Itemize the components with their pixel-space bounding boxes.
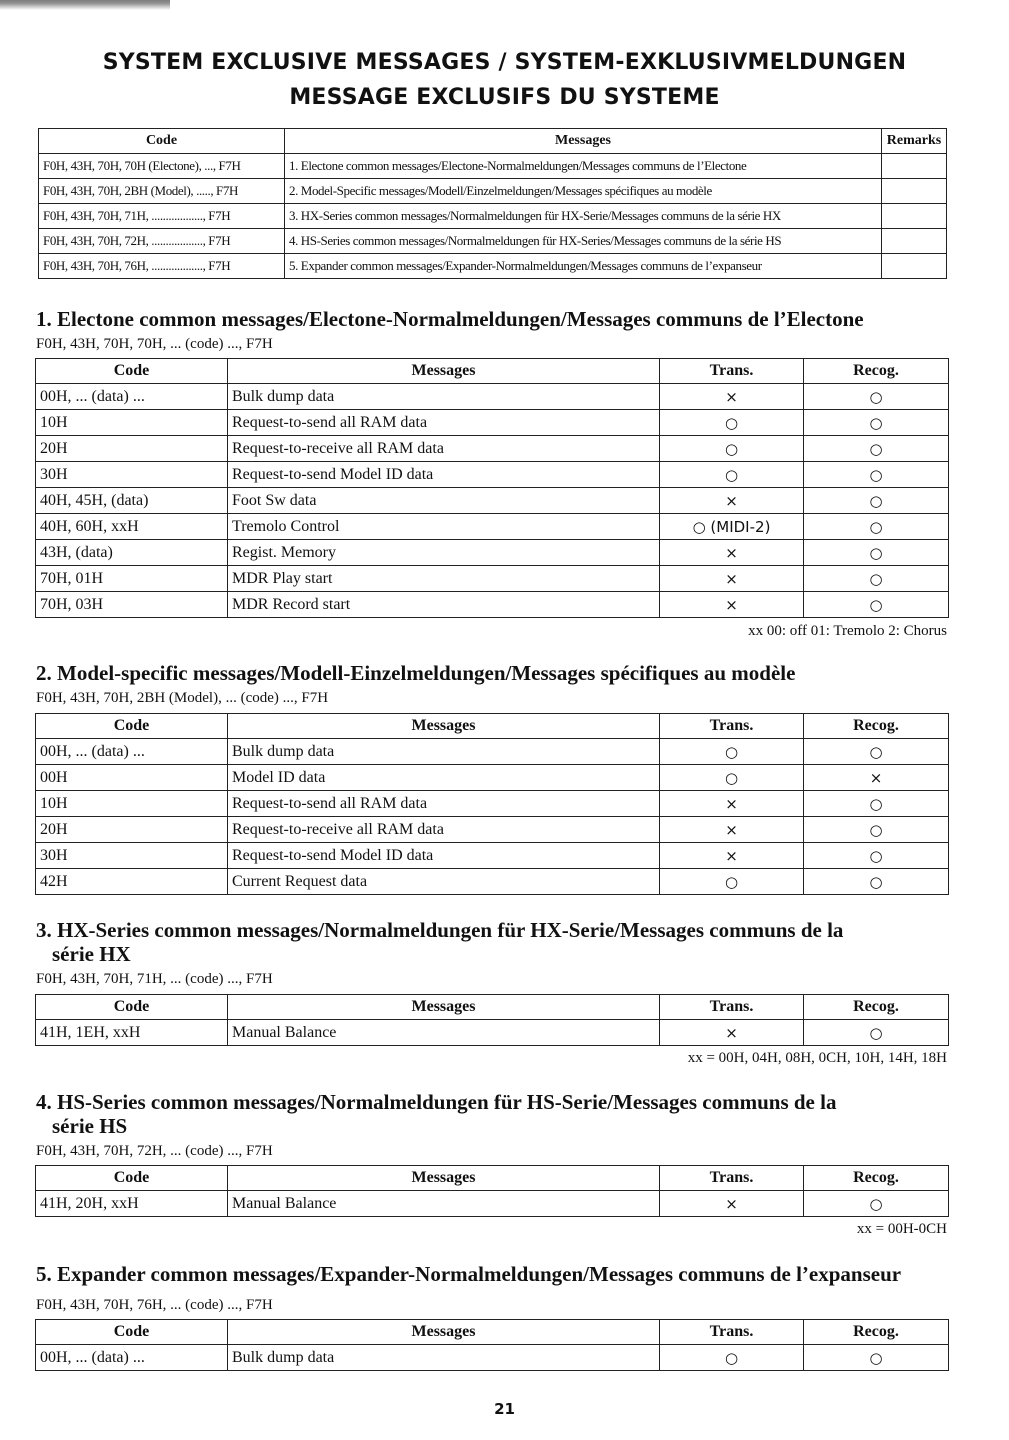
header-code: Code	[36, 995, 228, 1020]
trans-cell: ×	[660, 566, 804, 592]
trans-cell: ×	[660, 1020, 804, 1046]
header-recog: Recog.	[804, 1166, 949, 1191]
summary-header-code: Code	[39, 129, 285, 154]
recog-cell: ○	[804, 1191, 949, 1217]
summary-message: 4. HS-Series common messages/Normalmeldungen für HX-Series/Messages communs de la série HS	[285, 229, 882, 254]
table-row	[36, 1191, 949, 1217]
table-header-row	[36, 714, 949, 739]
header-code: Code	[36, 359, 228, 384]
trans-cell: ×	[660, 1191, 804, 1217]
section-4-heading-cont: série HS	[52, 1114, 128, 1138]
trans-cell: ○	[660, 739, 804, 765]
table-row	[36, 791, 949, 817]
table-row	[36, 384, 949, 410]
code-cell: 41H, 1EH, xxH	[36, 1020, 228, 1046]
header-messages: Messages	[228, 714, 660, 739]
summary-code: F0H, 43H, 70H, 76H, .................., F7H	[39, 254, 285, 279]
code-cell: 42H	[36, 869, 228, 895]
table-row	[39, 154, 947, 179]
summary-header-remarks: Remarks	[882, 129, 947, 154]
page-title-line-1: SYSTEM EXCLUSIVE MESSAGES / SYSTEM-EXKLUSIVMELDUNGEN	[102, 50, 907, 75]
table-row	[39, 179, 947, 204]
summary-remarks	[882, 229, 947, 254]
recog-cell: ○	[804, 488, 949, 514]
recog-cell: ○	[804, 384, 949, 410]
trans-cell: ○	[660, 462, 804, 488]
section-5-code-format: F0H, 43H, 70H, 76H, ... (code) ..., F7H	[36, 1297, 273, 1313]
recog-cell: ○	[804, 462, 949, 488]
recog-cell: ○	[804, 843, 949, 869]
trans-cell: ○	[660, 1345, 804, 1371]
summary-code: F0H, 43H, 70H, 2BH (Model), ....., F7H	[39, 179, 285, 204]
recog-cell: ○	[804, 540, 949, 566]
section-2-code-format: F0H, 43H, 70H, 2BH (Model), ... (code) ..., F7H	[36, 690, 329, 706]
section-2-table	[35, 713, 949, 895]
table-header-row	[36, 1320, 949, 1345]
header-messages: Messages	[228, 1166, 660, 1191]
message-cell: Regist. Memory	[228, 540, 660, 566]
message-cell: Bulk dump data	[228, 1345, 660, 1371]
recog-cell: ○	[804, 592, 949, 618]
table-row	[36, 488, 949, 514]
recog-cell: ○	[804, 514, 949, 540]
message-cell: Tremolo Control	[228, 514, 660, 540]
table-row	[36, 1345, 949, 1371]
header-code: Code	[36, 714, 228, 739]
section-3-note: xx = 00H, 04H, 08H, 0CH, 10H, 14H, 18H	[687, 1050, 947, 1066]
code-cell: 00H, ... (data) ...	[36, 1345, 228, 1371]
section-5-heading: 5. Expander common messages/Expander-Normalmeldungen/Messages communs de l’expanseur	[36, 1262, 902, 1286]
code-cell: 30H	[36, 462, 228, 488]
recog-cell: ○	[804, 1020, 949, 1046]
table-row	[36, 410, 949, 436]
code-cell: 43H, (data)	[36, 540, 228, 566]
header-recog: Recog.	[804, 714, 949, 739]
summary-code: F0H, 43H, 70H, 70H (Electone), ..., F7H	[39, 154, 285, 179]
message-cell: Manual Balance	[228, 1191, 660, 1217]
code-cell: 40H, 60H, xxH	[36, 514, 228, 540]
header-code: Code	[36, 1166, 228, 1191]
section-4-table	[35, 1165, 949, 1217]
header-messages: Messages	[228, 995, 660, 1020]
page-title-line-2: MESSAGE EXCLUSIFS DU SYSTEME	[289, 85, 720, 110]
summary-header-row	[39, 129, 947, 154]
trans-cell: ○	[660, 410, 804, 436]
message-cell: Current Request data	[228, 869, 660, 895]
section-4-heading: 4. HS-Series common messages/Normalmeldungen für HS-Serie/Messages communs de la	[36, 1090, 837, 1114]
message-cell: Request-to-send all RAM data	[228, 791, 660, 817]
table-row	[36, 869, 949, 895]
header-recog: Recog.	[804, 1320, 949, 1345]
code-cell: 20H	[36, 436, 228, 462]
summary-remarks	[882, 204, 947, 229]
trans-cell: ○	[660, 869, 804, 895]
table-row	[36, 739, 949, 765]
header-recog: Recog.	[804, 995, 949, 1020]
message-cell: MDR Record start	[228, 592, 660, 618]
message-cell: Foot Sw data	[228, 488, 660, 514]
code-cell: 70H, 03H	[36, 592, 228, 618]
header-recog: Recog.	[804, 359, 949, 384]
code-cell: 30H	[36, 843, 228, 869]
summary-code: F0H, 43H, 70H, 72H, .................., F7H	[39, 229, 285, 254]
header-code: Code	[36, 1320, 228, 1345]
recog-cell: ○	[804, 791, 949, 817]
code-cell: 70H, 01H	[36, 566, 228, 592]
table-row	[36, 592, 949, 618]
section-1-note: xx 00: off 01: Tremolo 2: Chorus	[748, 623, 947, 639]
code-cell: 10H	[36, 410, 228, 436]
section-3-heading: 3. HX-Series common messages/Normalmeldungen für HX-Serie/Messages communs de la	[36, 918, 844, 942]
table-header-row	[36, 995, 949, 1020]
message-cell: MDR Play start	[228, 566, 660, 592]
section-4-code-format: F0H, 43H, 70H, 72H, ... (code) ..., F7H	[36, 1143, 273, 1159]
message-cell: Request-to-receive all RAM data	[228, 817, 660, 843]
message-cell: Request-to-send Model ID data	[228, 462, 660, 488]
section-1-code-format: F0H, 43H, 70H, 70H, ... (code) ..., F7H	[36, 336, 273, 352]
message-cell: Model ID data	[228, 765, 660, 791]
trans-cell: ×	[660, 488, 804, 514]
code-cell: 00H, ... (data) ...	[36, 739, 228, 765]
trans-cell: ×	[660, 843, 804, 869]
table-row	[36, 514, 949, 540]
recog-cell: ○	[804, 739, 949, 765]
message-cell: Bulk dump data	[228, 739, 660, 765]
summary-message: 1. Electone common messages/Electone-Normalmeldungen/Messages communs de l’Electone	[285, 154, 882, 179]
table-row	[39, 229, 947, 254]
recog-cell: ○	[804, 817, 949, 843]
section-3-heading-cont: série HX	[52, 942, 131, 966]
trans-cell: ×	[660, 592, 804, 618]
table-row	[36, 540, 949, 566]
code-cell: 20H	[36, 817, 228, 843]
section-1-table	[35, 358, 949, 618]
message-cell: Request-to-receive all RAM data	[228, 436, 660, 462]
message-cell: Bulk dump data	[228, 384, 660, 410]
message-cell: Manual Balance	[228, 1020, 660, 1046]
header-messages: Messages	[228, 359, 660, 384]
recog-cell: ×	[804, 765, 949, 791]
summary-message: 5. Expander common messages/Expander-Normalmeldungen/Messages communs de l’expanseur	[285, 254, 882, 279]
code-cell: 41H, 20H, xxH	[36, 1191, 228, 1217]
header-trans: Trans.	[660, 1320, 804, 1345]
table-row	[39, 254, 947, 279]
header-trans: Trans.	[660, 714, 804, 739]
table-row	[36, 765, 949, 791]
code-cell: 00H	[36, 765, 228, 791]
table-row	[36, 1020, 949, 1046]
trans-cell: ×	[660, 791, 804, 817]
table-header-row	[36, 1166, 949, 1191]
message-cell: Request-to-send all RAM data	[228, 410, 660, 436]
summary-message: 2. Model-Specific messages/Modell/Einzelmeldungen/Messages spécifiques au modèle	[285, 179, 882, 204]
trans-cell: ○ (MIDI-2)	[660, 514, 804, 540]
code-cell: 00H, ... (data) ...	[36, 384, 228, 410]
summary-message: 3. HX-Series common messages/Normalmeldungen für HX-Serie/Messages communs de la série HX	[285, 204, 882, 229]
summary-code: F0H, 43H, 70H, 71H, .................., F7H	[39, 204, 285, 229]
page-number: 21	[494, 1400, 515, 1418]
trans-cell: ×	[660, 817, 804, 843]
summary-remarks	[882, 154, 947, 179]
trans-cell: ○	[660, 436, 804, 462]
table-row	[36, 566, 949, 592]
trans-cell: ×	[660, 384, 804, 410]
message-cell: Request-to-send Model ID data	[228, 843, 660, 869]
section-5-table	[35, 1319, 949, 1371]
header-trans: Trans.	[660, 1166, 804, 1191]
recog-cell: ○	[804, 566, 949, 592]
section-3-code-format: F0H, 43H, 70H, 71H, ... (code) ..., F7H	[36, 971, 273, 987]
table-header-row	[36, 359, 949, 384]
header-trans: Trans.	[660, 995, 804, 1020]
section-3-table	[35, 994, 949, 1046]
table-row	[36, 843, 949, 869]
summary-remarks	[882, 179, 947, 204]
table-row	[39, 204, 947, 229]
summary-table	[38, 128, 947, 279]
recog-cell: ○	[804, 869, 949, 895]
header-messages: Messages	[228, 1320, 660, 1345]
summary-header-messages: Messages	[285, 129, 882, 154]
code-cell: 40H, 45H, (data)	[36, 488, 228, 514]
scan-artifact	[0, 0, 170, 10]
trans-cell: ○	[660, 765, 804, 791]
code-cell: 10H	[36, 791, 228, 817]
summary-remarks	[882, 254, 947, 279]
table-row	[36, 436, 949, 462]
recog-cell: ○	[804, 410, 949, 436]
recog-cell: ○	[804, 1345, 949, 1371]
recog-cell: ○	[804, 436, 949, 462]
section-1-heading: 1. Electone common messages/Electone-Normalmeldungen/Messages communs de l’Electone	[36, 307, 864, 331]
section-2-heading: 2. Model-specific messages/Modell-Einzelmeldungen/Messages spécifiques au modèle	[36, 661, 796, 685]
header-trans: Trans.	[660, 359, 804, 384]
trans-cell: ×	[660, 540, 804, 566]
table-row	[36, 817, 949, 843]
table-row	[36, 462, 949, 488]
section-4-note: xx = 00H-0CH	[856, 1221, 947, 1237]
